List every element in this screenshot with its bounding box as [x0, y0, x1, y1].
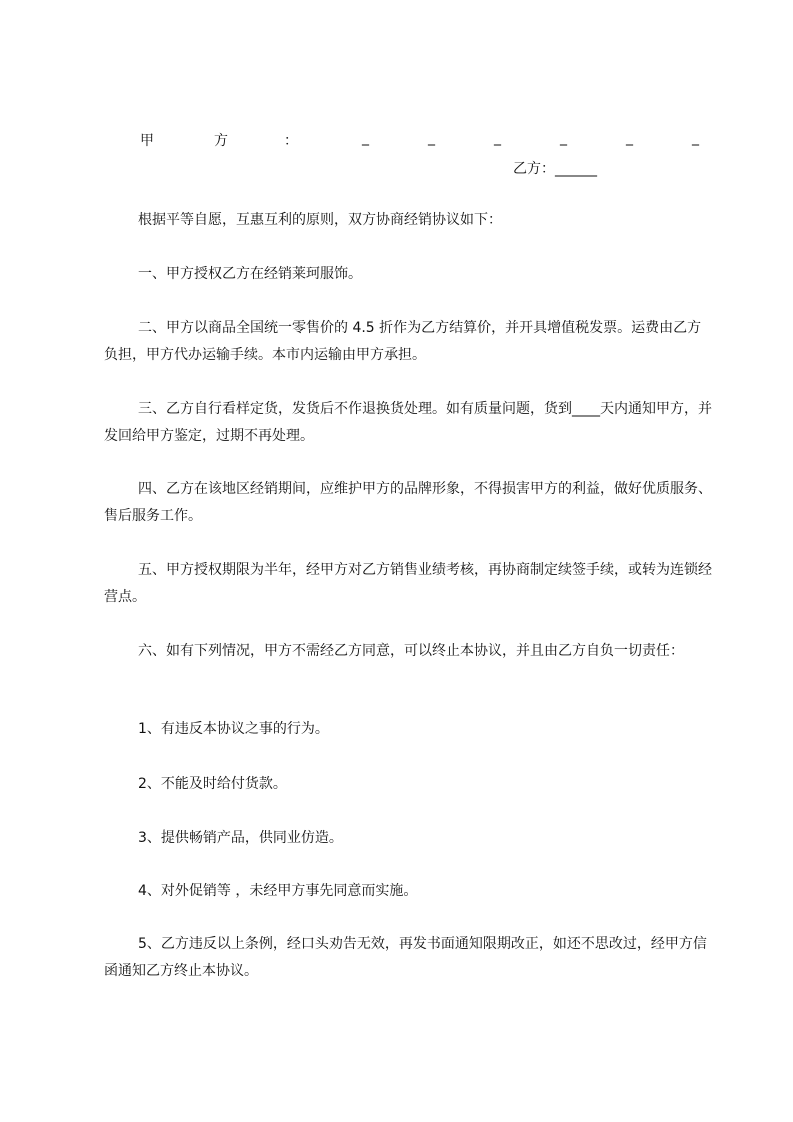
clause-3: 三、乙方自行看样定货，发货后不作退换货处理。如有质量问题，货到____天内通知甲方，并发回给甲方鉴定，过期不再处理。 [104, 401, 712, 444]
sub-item-2: 2、不能及时给付货款。 [138, 776, 287, 792]
party-a-blank: _ [560, 130, 567, 146]
party-a-colon: ： [284, 133, 298, 149]
clause-5: 五、甲方授权期限为半年，经甲方对乙方销售业绩考核，再协商制定续签手续，或转为连锁经营点。 [104, 562, 712, 605]
party-a-line [0, 130, 793, 154]
sub-item-5: 5、乙方违反以上条例，经口头劝告无效，再发书面通知限期改正，如还不思改过，经甲方信函通知乙方终止本协议。 [104, 936, 707, 979]
clause-2: 二、甲方以商品全国统一零售价的 4.5 折作为乙方结算价，并开具增值税发票。运费由乙方负担，甲方代办运输手续。本市内运输由甲方承担。 [104, 320, 702, 363]
sub-item-3: 3、提供畅销产品，供同业仿造。 [138, 830, 343, 846]
party-a-blank: _ [362, 130, 369, 146]
clause-4: 四、乙方在该地区经销期间，应维护甲方的品牌形象，不得损害甲方的利益，做好优质服务、售后服务工作。 [104, 481, 712, 524]
party-a-blank: _ [626, 130, 633, 146]
party-a-blank: _ [428, 130, 435, 146]
clause-1: 一、甲方授权乙方在经销莱珂服饰。 [138, 266, 362, 282]
sub-item-1: 1、有违反本协议之事的行为。 [138, 721, 329, 737]
intro-paragraph: 根据平等自愿，互惠互利的原则，双方协商经销协议如下： [138, 212, 502, 228]
party-a-char-2: 方 [214, 133, 228, 149]
party-b-line: 乙方：______ [513, 161, 597, 177]
party-a-char-1: 甲 [140, 133, 154, 149]
party-a-blank: _ [692, 130, 699, 146]
clause-6: 六、如有下列情况，甲方不需经乙方同意，可以终止本协议，并且由乙方自负一切责任： [138, 643, 684, 659]
party-a-blank: _ [494, 130, 501, 146]
sub-item-4: 4、对外促销等 ，未经甲方事先同意而实施。 [138, 883, 418, 899]
